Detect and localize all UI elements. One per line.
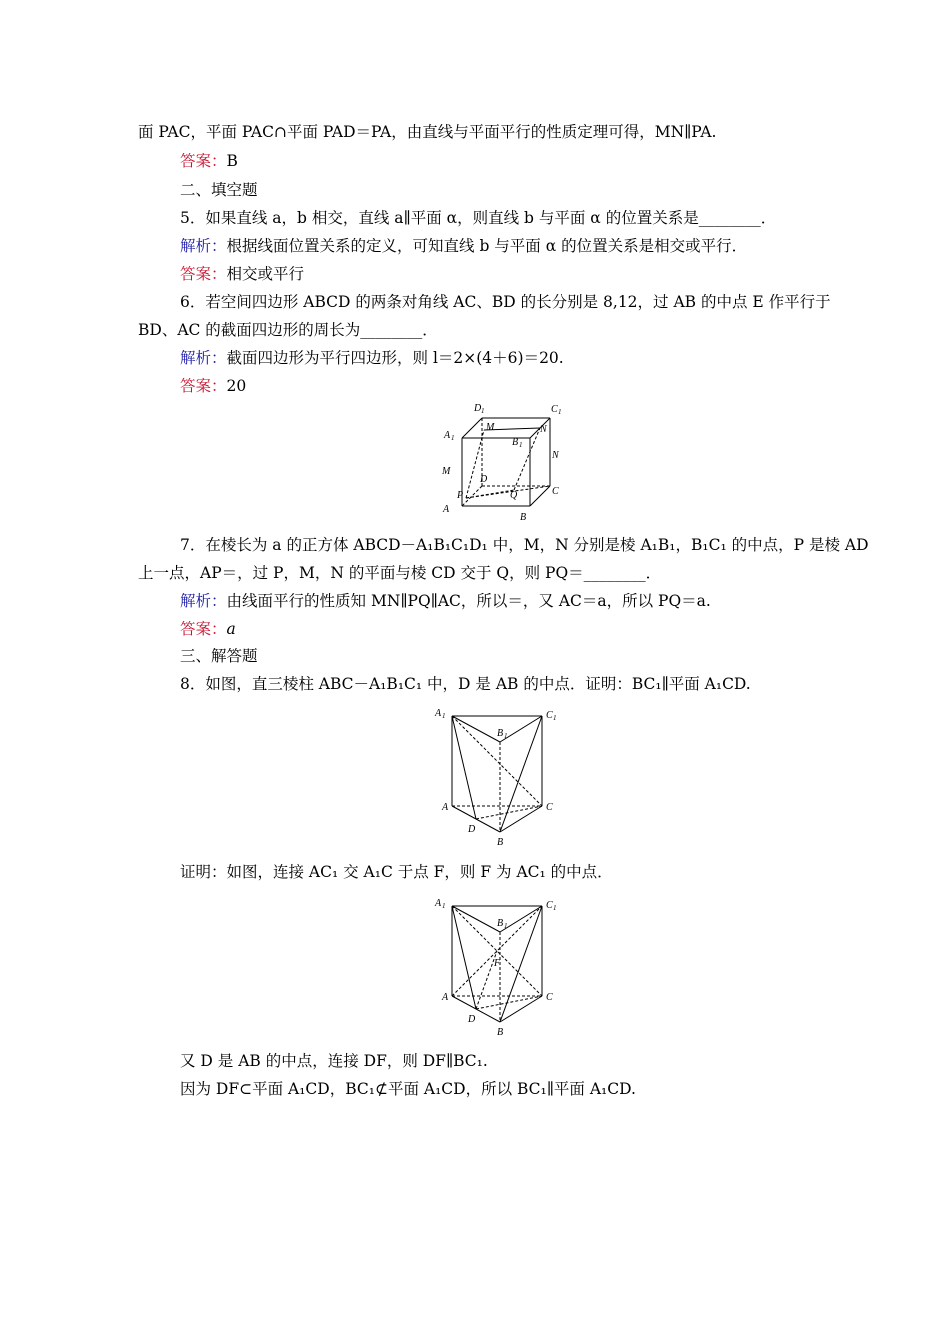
analysis-7 bbox=[180, 591, 711, 611]
label-D: D bbox=[468, 1014, 476, 1025]
sub-1: 1 bbox=[558, 408, 562, 416]
text-line-1: 面 PAC，平面 PAC∩平面 PAD＝PA，由直线与平面平行的性质定理可得，MN∥PA. bbox=[138, 123, 717, 141]
answer-text: 相交或平行 bbox=[226, 265, 305, 283]
sub-1: 1 bbox=[519, 441, 523, 449]
question-6-line-1: 6．若空间四边形 ABCD 的两条对角线 AC、BD 的长分别是 8,12，过 AB 的中点 E 作平行于 bbox=[180, 293, 831, 311]
label-C: C bbox=[546, 802, 553, 813]
answer-text: B bbox=[226, 152, 238, 170]
label-P: P bbox=[457, 490, 464, 501]
prism-figure-2 bbox=[430, 892, 570, 1042]
analysis-text: 由线面平行的性质知 MN∥PQ∥AC，所以＝，又 AC＝a，所以 PQ＝a. bbox=[226, 592, 711, 610]
label-B1: B bbox=[497, 918, 504, 929]
label-A1: A bbox=[435, 708, 442, 719]
sub-1: 1 bbox=[504, 922, 508, 930]
label-F: F bbox=[494, 958, 501, 969]
label-C1: C bbox=[546, 900, 553, 911]
answer-text: 20 bbox=[226, 377, 247, 395]
answer-6 bbox=[180, 376, 246, 396]
answer-line-4 bbox=[180, 151, 238, 171]
label-N-side: N bbox=[552, 450, 559, 461]
label-C: C bbox=[546, 992, 553, 1003]
label-C1: C bbox=[551, 404, 558, 415]
question-7-line-2: 上一点，AP＝，过 P，M，N 的平面与棱 CD 交于 Q，则 PQ＝________． bbox=[138, 564, 662, 582]
answer-label: 答案： bbox=[180, 377, 227, 395]
question-7-line-1: 7．在棱长为 a 的正方体 ABCD－A₁B₁C₁D₁ 中，M，N 分别是棱 A₁B₁，B₁C₁ 的中点，P 是棱 AD bbox=[180, 536, 869, 554]
answer-label: 答案： bbox=[180, 265, 227, 283]
question-5: 5．如果直线 a，b 相交，直线 a∥平面 α，则直线 b 与平面 α 的位置关系是________． bbox=[180, 209, 777, 227]
label-B1: B bbox=[512, 437, 519, 448]
label-D: D bbox=[468, 824, 476, 835]
label-A: A bbox=[443, 504, 450, 515]
label-A1: A bbox=[444, 430, 451, 441]
label-D: D bbox=[480, 474, 488, 485]
analysis-label: 解析： bbox=[180, 349, 227, 367]
label-B: B bbox=[520, 512, 527, 523]
label-B1: B bbox=[497, 728, 504, 739]
analysis-5 bbox=[180, 236, 747, 256]
sub-1: 1 bbox=[442, 902, 446, 910]
prism-figure-1 bbox=[430, 702, 570, 852]
label-B: B bbox=[497, 837, 504, 848]
analysis-label: 解析： bbox=[180, 592, 227, 610]
label-D1: D bbox=[474, 403, 482, 414]
answer-label: 答案： bbox=[180, 152, 227, 170]
answer-label: 答案： bbox=[180, 620, 227, 638]
analysis-6 bbox=[180, 348, 564, 368]
sub-1: 1 bbox=[451, 434, 455, 442]
answer-5 bbox=[180, 264, 304, 284]
label-A: A bbox=[442, 992, 449, 1003]
proof-line-2: 又 D 是 AB 的中点，连接 DF，则 DF∥BC₁. bbox=[180, 1052, 488, 1070]
proof-line-3: 因为 DF⊂平面 A₁CD，BC₁⊄平面 A₁CD，所以 BC₁∥平面 A₁CD. bbox=[180, 1080, 636, 1098]
cube-figure bbox=[430, 398, 570, 526]
sub-1: 1 bbox=[442, 712, 446, 720]
label-C: C bbox=[552, 486, 559, 497]
label-Q: Q bbox=[510, 490, 518, 501]
label-M-top: M bbox=[486, 422, 495, 433]
answer-text: a bbox=[226, 620, 236, 638]
label-N: N bbox=[540, 424, 547, 435]
sub-1: 1 bbox=[481, 407, 485, 415]
label-M-side: M bbox=[442, 466, 451, 477]
question-8: 8．如图，直三棱柱 ABC－A₁B₁C₁ 中，D 是 AB 的中点．证明：BC₁∥平面 A₁CD. bbox=[180, 675, 751, 693]
label-A1: A bbox=[435, 898, 442, 909]
analysis-text: 根据线面位置关系的定义，可知直线 b 与平面 α 的位置关系是相交或平行． bbox=[226, 237, 748, 255]
label-B: B bbox=[497, 1027, 504, 1038]
label-C1: C bbox=[546, 710, 553, 721]
analysis-label: 解析： bbox=[180, 237, 227, 255]
sub-1: 1 bbox=[553, 714, 557, 722]
section-solve: 三、解答题 bbox=[180, 647, 258, 665]
answer-7 bbox=[180, 619, 236, 639]
section-fill-blank: 二、填空题 bbox=[180, 181, 258, 199]
sub-1: 1 bbox=[553, 904, 557, 912]
question-6-line-2: BD、AC 的截面四边形的周长为________． bbox=[138, 321, 438, 339]
label-A: A bbox=[442, 802, 449, 813]
analysis-text: 截面四边形为平行四边形，则 l＝2×(4＋6)＝20. bbox=[226, 349, 564, 367]
proof-line-1: 证明：如图，连接 AC₁ 交 A₁C 于点 F，则 F 为 AC₁ 的中点． bbox=[180, 863, 613, 881]
sub-1: 1 bbox=[504, 732, 508, 740]
